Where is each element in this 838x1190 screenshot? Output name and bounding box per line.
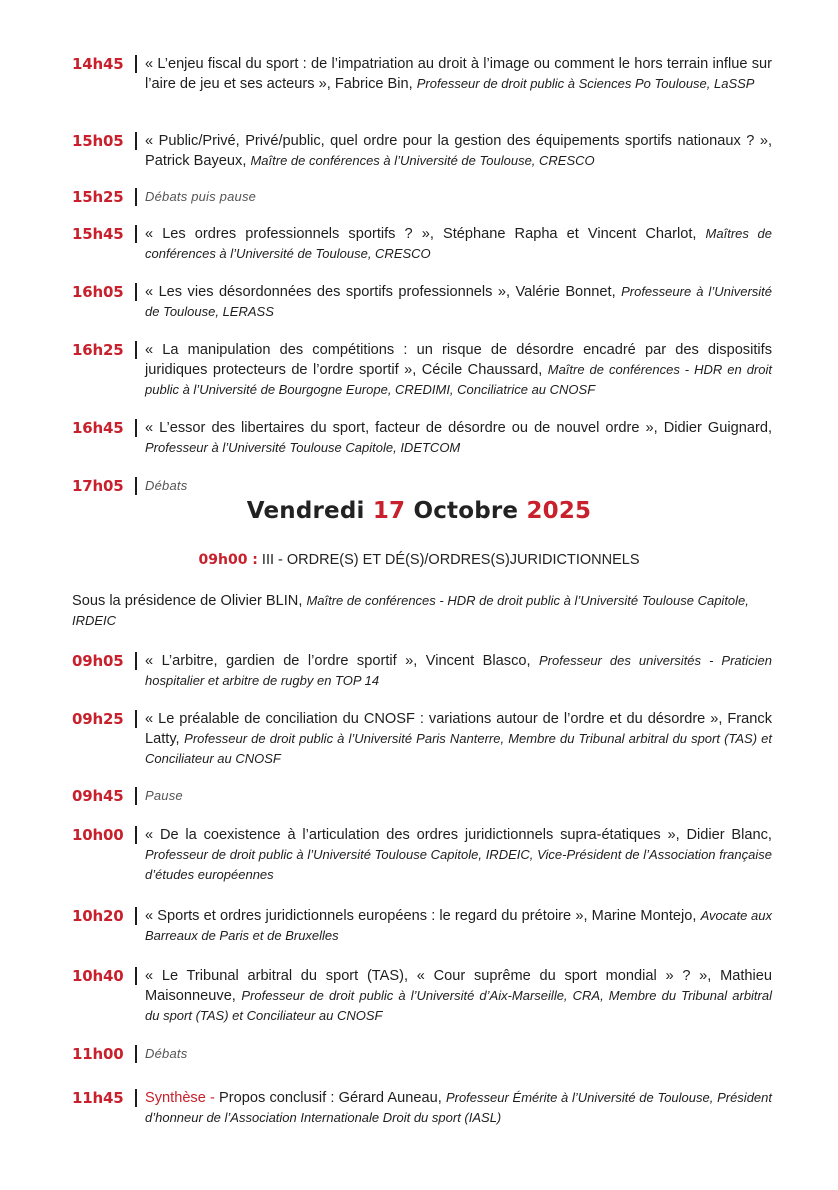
- talk-text: Propos conclusif : Gérard Auneau,: [219, 1090, 446, 1106]
- schedule-entry: [72, 906, 772, 946]
- schedule-entry: [72, 651, 772, 691]
- speaker-affiliation: Avocate aux Barreaux de Paris et de Bruxelles: [145, 908, 772, 943]
- entry-time: 11h00: [72, 1045, 124, 1063]
- break-note: Pause: [145, 788, 183, 803]
- divider: [135, 907, 137, 925]
- entry-description: [145, 131, 772, 171]
- entry-description: [145, 966, 772, 1026]
- divider: [135, 188, 137, 206]
- entry-description: [145, 825, 772, 885]
- session-time: 09h00 :: [198, 552, 258, 568]
- talk-text: « Les ordres professionnels sportifs ? », Stéphane Rapha et Vincent Charlot,: [145, 226, 706, 242]
- session-title: [0, 552, 838, 568]
- entry-description: [145, 476, 772, 496]
- speaker-affiliation: Professeur de droit public à l’Université Toulouse Capitole, IRDEIC, Vice-Président de l’Association française d’études européennes: [145, 847, 772, 882]
- entry-description: [145, 340, 772, 400]
- schedule-entry: [72, 476, 772, 496]
- schedule-entry: [72, 825, 772, 885]
- schedule-entry: [72, 54, 772, 94]
- talk-text: « L’arbitre, gardien de l’ordre sportif », Vincent Blasco,: [145, 653, 540, 669]
- entry-time: 09h05: [72, 652, 124, 670]
- speaker-affiliation: Professeur des universités - Praticien hospitalier et arbitre de rugby en TOP 14: [145, 653, 773, 688]
- entry-description: [145, 1088, 772, 1128]
- talk-text: « La manipulation des compétitions : un risque de désordre encadré par des dispositifs juridiques protecteurs de l’ordre sportif », Cécile Chaussard,: [145, 342, 772, 378]
- schedule-entry: [72, 786, 772, 806]
- day-name: Vendredi: [246, 498, 373, 524]
- divider: [135, 710, 137, 728]
- entry-description: [145, 709, 772, 769]
- entry-description: [145, 54, 772, 94]
- divider: [135, 652, 137, 670]
- entry-time: 11h45: [72, 1089, 124, 1107]
- year: 2025: [526, 498, 592, 524]
- entry-description: [145, 906, 772, 946]
- session-name: III - ORDRE(S) ET DÉ(S)/ORDRES(S)JURIDICTIONNELS: [257, 552, 640, 568]
- speaker-affiliation: Professeur de droit public à Sciences Po Toulouse, LaSSP: [416, 76, 755, 91]
- speaker-affiliation: Professeur de droit public à l’Université Paris Nanterre, Membre du Tribunal arbitral du sport (TAS) et Conciliateur au CNOSF: [145, 731, 773, 766]
- speaker-affiliation: Maîtres de conférences à l’Université de Toulouse, CRESCO: [145, 226, 772, 261]
- divider: [135, 1089, 137, 1107]
- entry-time: 16h25: [72, 341, 124, 359]
- entry-description: [145, 786, 772, 806]
- talk-text: « De la coexistence à l’articulation des ordres juridictionnels supra-étatiques », Didier Blanc,: [145, 827, 772, 843]
- break-note: Débats: [145, 1046, 188, 1061]
- speaker-affiliation: Maître de conférences à l’Université de Toulouse, CRESCO: [250, 153, 595, 168]
- speaker-affiliation: Professeure à l’Université de Toulouse, LERASS: [145, 284, 772, 319]
- day-heading: [0, 498, 838, 524]
- synthesis-label: Synthèse -: [145, 1090, 220, 1106]
- day-number: 17: [372, 498, 406, 524]
- entry-time: 15h05: [72, 132, 124, 150]
- divider: [135, 477, 137, 495]
- divider: [135, 225, 137, 243]
- talk-text: « Le Tribunal arbitral du sport (TAS), « Cour suprême du sport mondial » ? », Mathieu Maisonneuve,: [145, 968, 772, 1004]
- chair-affiliation: Maître de conférences - HDR de droit public à l’Université Toulouse Capitole, IRDEIC: [72, 593, 749, 628]
- speaker-affiliation: Professeur à l’Université Toulouse Capitole, IDETCOM: [145, 440, 461, 455]
- schedule-entry: [72, 224, 772, 264]
- entry-description: [145, 224, 772, 264]
- entry-time: 16h05: [72, 283, 124, 301]
- entry-time: 10h40: [72, 967, 124, 985]
- schedule-entry: [72, 418, 772, 458]
- talk-text: « Le préalable de conciliation du CNOSF : variations autour de l’ordre et du désordre », Franck Latty,: [145, 711, 772, 747]
- schedule-entry: [72, 131, 772, 171]
- divider: [135, 826, 137, 844]
- month-name: Octobre: [405, 498, 527, 524]
- entry-time: 10h20: [72, 907, 124, 925]
- divider: [135, 1045, 137, 1063]
- entry-time: 16h45: [72, 419, 124, 437]
- divider: [135, 787, 137, 805]
- divider: [135, 967, 137, 985]
- entry-description: [145, 418, 772, 458]
- divider: [135, 419, 137, 437]
- talk-text: « Public/Privé, Privé/public, quel ordre pour la gestion des équipements sportifs nationaux ? », Patrick Bayeux,: [145, 133, 772, 169]
- divider: [135, 341, 137, 359]
- entry-description: [145, 1044, 772, 1064]
- entry-description: [145, 187, 772, 207]
- talk-text: « Les vies désordonnées des sportifs professionnels », Valérie Bonnet,: [145, 284, 622, 300]
- speaker-affiliation: Maître de conférences - HDR en droit public à l’Université de Bourgogne Europe, CREDIMI, Conciliatrice au CNOSF: [145, 362, 772, 397]
- entry-time: 15h25: [72, 188, 124, 206]
- session-chair: [72, 591, 772, 631]
- divider: [135, 132, 137, 150]
- entry-time: 09h45: [72, 787, 124, 805]
- speaker-affiliation: Professeur Émérite à l’Université de Toulouse, Président d’honneur de l’Association Internationale Droit du sport (IASL): [145, 1090, 772, 1125]
- chair-text: Sous la présidence de Olivier BLIN,: [72, 593, 307, 609]
- speaker-affiliation: Professeur de droit public à l’Université d’Aix-Marseille, CRA, Membre du Tribunal arbitral du sport (TAS) et Conciliateur au CNOSF: [145, 988, 772, 1023]
- entry-description: [145, 651, 772, 691]
- entry-time: 09h25: [72, 710, 124, 728]
- schedule-entry: [72, 709, 772, 769]
- schedule-entry: [72, 187, 772, 207]
- talk-text: « L’essor des libertaires du sport, facteur de désordre ou de nouvel ordre », Didier Guignard,: [145, 420, 772, 436]
- schedule-entry: [72, 340, 772, 400]
- schedule-entry: [72, 1088, 772, 1128]
- entry-time: 10h00: [72, 826, 124, 844]
- divider: [135, 283, 137, 301]
- entry-time: 17h05: [72, 477, 124, 495]
- entry-description: [145, 282, 772, 322]
- break-note: Débats puis pause: [145, 189, 257, 204]
- talk-text: « L’enjeu fiscal du sport : de l’impatriation au droit à l’image ou comment le hors terrain influe sur l’aire de jeu et ses acteurs », Fabrice Bin,: [145, 56, 772, 92]
- schedule-entry: [72, 1044, 772, 1064]
- divider: [135, 55, 137, 73]
- entry-time: 15h45: [72, 225, 124, 243]
- break-note: Débats: [145, 478, 188, 493]
- talk-text: « Sports et ordres juridictionnels européens : le regard du prétoire », Marine Montejo,: [145, 908, 701, 924]
- entry-time: 14h45: [72, 55, 124, 73]
- schedule-entry: [72, 966, 772, 1026]
- schedule-entry: [72, 282, 772, 322]
